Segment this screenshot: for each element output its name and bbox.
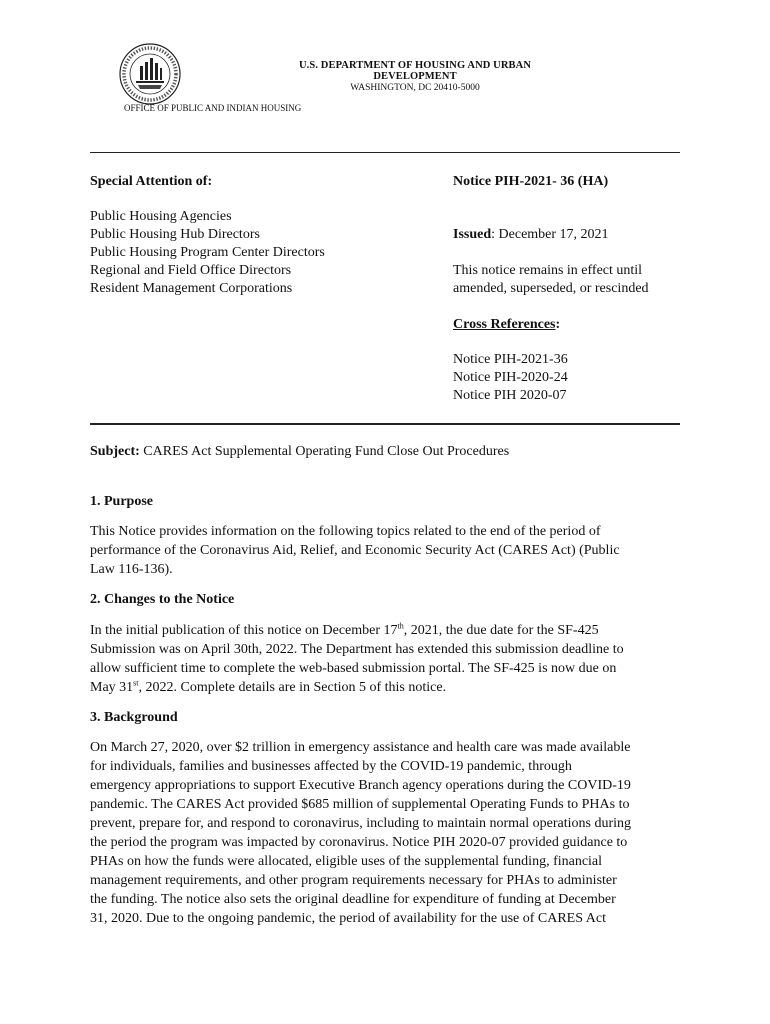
- paragraph-line: 31, 2020. Due to the ongoing pandemic, the period of availability for the use of CARES Act: [90, 911, 606, 926]
- section-heading-background: 3. Background: [90, 710, 178, 725]
- cross-reference-item: Notice PIH-2020-24: [453, 370, 568, 385]
- letterhead: [260, 60, 570, 93]
- agency-name: U.S. DEPARTMENT OF HOUSING AND URBAN DEVELOPMENT: [298, 60, 532, 82]
- notice-block: [453, 173, 693, 405]
- text-run: , 2021, the due date for the SF-425: [403, 623, 599, 638]
- recipient-item: Public Housing Program Center Directors: [90, 245, 325, 260]
- subject-label: Subject:: [90, 444, 140, 459]
- paragraph-line: performance of the Coronavirus Aid, Relief, and Economic Security Act (CARES Act) (Public: [90, 543, 620, 558]
- paragraph-line: prevent, prepare for, and respond to coronavirus, including to maintain normal operations during: [90, 816, 632, 831]
- paragraph-line: the funding. The notice also sets the original deadline for expenditure of funding at December: [90, 892, 616, 907]
- changes-paragraph: [90, 621, 690, 697]
- paragraph-line: allow sufficient time to complete the web-based submission portal. The SF-425 is now due on: [90, 661, 617, 676]
- recipient-item: Public Housing Hub Directors: [90, 227, 260, 242]
- paragraph-line: the period the program was impacted by coronavirus. Notice PIH 2020-07 provided guidance to: [90, 835, 628, 850]
- purpose-paragraph: [90, 522, 690, 579]
- superscript: th: [397, 621, 404, 631]
- section-heading-purpose: 1. Purpose: [90, 494, 153, 509]
- text-run: In the initial publication of this notice on December 17: [90, 623, 398, 638]
- issued-date: [453, 226, 693, 244]
- section-heading-changes: 2. Changes to the Notice: [90, 592, 235, 607]
- subject-line: [90, 444, 509, 460]
- paragraph-line: for individuals, families and businesses affected by the COVID-19 pandemic, through: [90, 759, 572, 774]
- paragraph-line: pandemic. The CARES Act provided $685 million of supplemental Operating Funds to PHAs to: [90, 797, 630, 812]
- paragraph-line: [90, 678, 690, 697]
- paragraph-line: Submission was on April 30th, 2022. The Department has extended this submission deadline to: [90, 642, 624, 657]
- paragraph-line: [90, 621, 690, 640]
- header-divider: [90, 152, 680, 153]
- recipient-item: Public Housing Agencies: [90, 209, 232, 224]
- attention-block: [90, 173, 420, 298]
- attention-heading: Special Attention of:: [90, 174, 213, 189]
- cross-references-label: Cross References: [453, 317, 556, 332]
- paragraph-line: emergency appropriations to support Executive Branch agency operations during the COVID-19: [90, 778, 631, 793]
- paragraph-line: PHAs on how the funds were allocated, eligible uses of the supplemental funding, financial: [90, 854, 603, 869]
- cross-reference-item: Notice PIH 2020-07: [453, 388, 567, 403]
- text-run: , 2022. Complete details are in Section 5 of this notice.: [138, 680, 447, 695]
- hud-seal-icon: [118, 42, 182, 106]
- office-name: OFFICE OF PUBLIC AND INDIAN HOUSING: [124, 103, 302, 113]
- effect-text: amended, superseded, or rescinded: [453, 281, 649, 296]
- text-run: May 31: [90, 680, 134, 695]
- paragraph-line: management requirements, and other program requirements necessary for PHAs to administer: [90, 873, 617, 888]
- effect-text: This notice remains in effect until: [453, 263, 643, 278]
- paragraph-line: On March 27, 2020, over $2 trillion in emergency assistance and health care was made available: [90, 740, 631, 755]
- superscript: st: [133, 678, 139, 688]
- subject-divider: [90, 423, 680, 425]
- cross-reference-item: Notice PIH-2021-36: [453, 352, 568, 367]
- subject-text: CARES Act Supplemental Operating Fund Close Out Procedures: [139, 444, 510, 459]
- recipient-item: Resident Management Corporations: [90, 281, 293, 296]
- paragraph-line: This Notice provides information on the following topics related to the end of the period of: [90, 524, 601, 539]
- paragraph-line: Law 116-136).: [90, 562, 173, 577]
- background-paragraph: [90, 738, 690, 928]
- issued-label: Issued: [453, 227, 492, 242]
- cross-references-heading: [453, 316, 693, 334]
- issued-value: : December 17, 2021: [491, 227, 609, 242]
- cross-references-colon: :: [555, 317, 561, 332]
- notice-number: Notice PIH-2021- 36 (HA): [453, 174, 609, 189]
- recipient-item: Regional and Field Office Directors: [90, 263, 292, 278]
- agency-address: WASHINGTON, DC 20410-5000: [350, 83, 480, 93]
